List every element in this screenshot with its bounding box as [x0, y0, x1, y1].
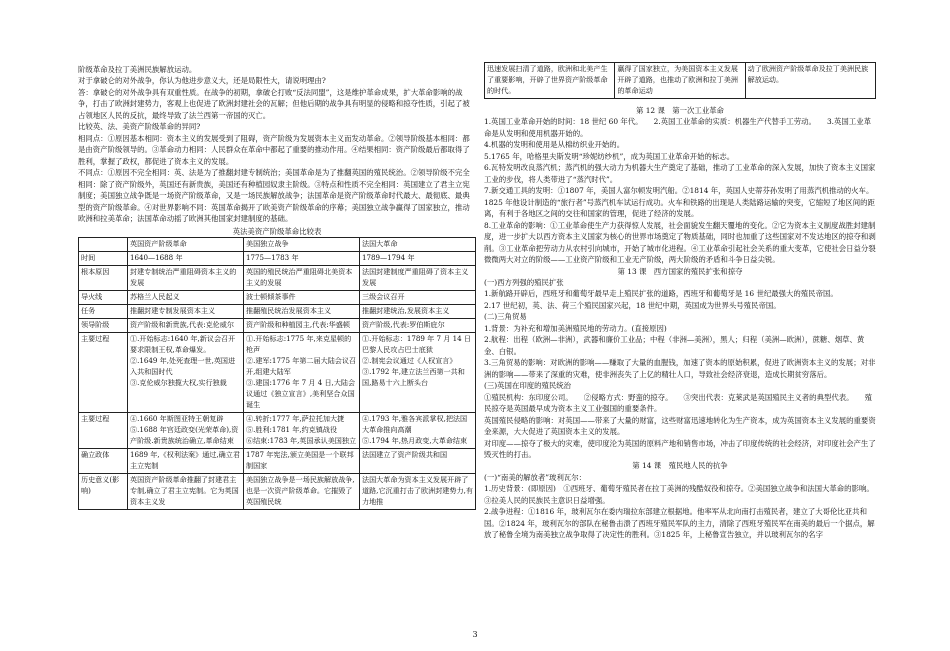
right-paragraph: 6.瓦特发明改良蒸汽机；蒸汽机的强大动力为机器大生产奠定了基础，推动了工业革命的深入发展，加快了资本主义国家工业的步伐，将人类带进了“蒸汽时代”。	[484, 163, 876, 184]
table-cell: 迅速发展扫清了道路，欧洲和北美产生了重要影响，开辟了世界资产阶级革命的时代。	[485, 63, 615, 99]
row-label-cell: 主要过程	[79, 412, 128, 448]
table-cell: 波士顿倾茶事件	[244, 290, 360, 304]
table-cell: 资产阶级和新贵族,代表:克伦威尔	[128, 318, 244, 332]
table-header-row	[79, 238, 476, 252]
table-row	[79, 290, 476, 304]
right-paragraph: 1.英国工业革命开始的时间：18 世纪 60 年代。 2.英国工业革命的实质：机器生产代替手工劳动。 3.英国工业革命是从发明和使用机器开始的。	[484, 117, 871, 138]
table-header-cell	[79, 238, 128, 252]
right-paragraph: 英国殖民侵略的影响：对英国——带来了大量的财富，这些财富迅速地转化为生产资本，成为英国资本主义发展的重要资金来源，大大促进了英国资本主义的发展。	[484, 415, 876, 437]
table-row	[79, 448, 476, 473]
right-paragraph: 2.17 世纪初，英、法、荷三个殖民国家兴起，18 世纪中期，英国成为世界头号殖民帝国。	[484, 300, 781, 310]
table-cell: 推翻殖民统治发展资本主义	[244, 304, 360, 318]
row-label-cell: 主要过程	[79, 332, 128, 412]
table-row	[79, 332, 476, 412]
table-cell: 资产阶级和种植园主,代表:华盛顿	[244, 318, 360, 332]
right-paragraph: 对印度——掠夺了极大的灾难，使印度沦为英国的原料产地和销售市场，冲击了印度传统的社会经济，对印度社会产生了毁灭性的打击。	[484, 438, 876, 460]
right-paragraph: 3.三角贸易的影响：对欧洲的影响——赚取了大量的血腥钱，加速了资本的原始积累，促进了欧洲资本主义的发展；对非洲的影响——带来了深重的灾难，使非洲丧失了上亿的精壮人口，导致社会经济衰退，造成长期贫穷落后。	[484, 358, 876, 379]
right-paragraph: (三)英国在印度的殖民统治	[484, 381, 572, 391]
table-cell: 推翻封建专制发展资本主义	[128, 304, 244, 318]
row-label-cell: 确立政体	[79, 448, 128, 473]
revolution-comparison-table	[78, 237, 476, 510]
right-paragraph: 1.新航路开辟后，西班牙和葡萄牙最早走上殖民扩张的道路，西班牙和葡萄牙是 16 世纪最强大的殖民帝国。	[484, 289, 838, 299]
comparison-table-title: 英法美资产阶级革命比较表	[232, 226, 322, 236]
table-row	[79, 473, 476, 509]
table-cell: 法国大革命为资本主义发展开辟了道路,它沉重打击了欧洲封建势力,有力地推	[360, 473, 476, 509]
right-paragraph: 2.战争进程：①1816 年，玻利瓦尔在委内瑞拉东部建立根据地。他率军从北向南打击殖民者，建立了大哥伦比亚共和国。②1824 年，玻利瓦尔的部队在秘鲁击溃了西班牙殖民军队的主力，清除了西班牙殖民军在南美的最后一个据点，解放了秘鲁全境为南美独立战争取得了决定性的胜利。③1825 年，上秘鲁宣告独立，并以玻利瓦尔的名字	[484, 507, 875, 540]
table-cell: ①.开始标志:1775 年,来克星顿的枪声 ②.建军:1775 年第二届大陆会议召开,组建大陆军 ③.建国:1776 年 7 月 4 日,大陆会议通过《独立宣言》,美利坚合众国诞生	[244, 332, 360, 412]
table-header-cell: 法国大革命	[360, 238, 476, 252]
right-paragraph: ①殖民机构：东印度公司。 ②侵略方式：野蛮的掠夺。 ③突出代表：克莱武是英国殖民主义者的典型代表。 殖民掠夺是英国最早成为资本主义工业强国的重要条件。	[484, 392, 872, 414]
row-label-cell: 时间	[79, 252, 128, 266]
right-paragraph: (一)“南美的解放者”玻利瓦尔：	[484, 472, 587, 482]
page-number: 3	[472, 630, 478, 639]
lesson-heading: 第 13 课 西方国家的殖民扩张和掠夺	[617, 266, 743, 276]
table-cell: 苏格兰人民起义	[128, 290, 244, 304]
row-label-cell: 任务	[79, 304, 128, 318]
right-paragraph: (一)西方列强的殖民扩张	[484, 277, 564, 287]
left-paragraph: 相同点：①原因基本相同：资本主义的发展受到了阻碍，资产阶级为发展资本主义而发动革命。②领导阶级基本相同：都是由资产阶级领导的。③革命动力相同：人民群众在革命中都起了重要的推动作用。④结果相同：资产阶级最后都取得了胜利，掌握了政权，都促进了资本主义的发展。	[78, 133, 470, 166]
right-paragraph: (二)三角贸易	[484, 312, 527, 322]
table-cell: ①.开始标志：1789 年 7 月 14 日巴黎人民攻占巴士底狱 ②.制宪会议通过《人权宣言》 ③.1792 年,建立法兰西第一共和国,路易十六上断头台	[360, 332, 476, 412]
row-label-cell: 导火线	[79, 290, 128, 304]
table-cell: ①.开始标志:1640 年,新议会召开要求限制王权,革命爆发。 ②.1649 年,处死查理一世,英国进入共和国时代 ③.克伦威尔独揽大权,实行独裁	[128, 332, 244, 412]
table-row	[79, 252, 476, 266]
table-cell: 法国建立了资产阶级共和国	[360, 448, 476, 473]
right-paragraph: 5.1765 年，哈格里夫斯发明“珍妮纺纱机”，成为英国工业革命开始的标志。	[484, 151, 735, 161]
left-paragraph: 对于拿破仑的对外战争，你认为他进步意义大，还是局限性大，请说明理由?	[78, 76, 326, 86]
table-cell: 英国资产阶级革命推翻了封建君主专制,确立了君主立宪制。它为英国资本主义发	[128, 473, 244, 509]
row-label-cell: 历史意义(影响)	[79, 473, 128, 509]
table-cell: 赢得了国家独立，为美国资本主义发展开辟了道路，也推动了欧洲和拉丁美洲的革命运动	[615, 63, 745, 99]
table-row	[79, 266, 476, 291]
table-cell: ④.转折:1777 年,萨拉托加大捷 ⑤.胜利:1781 年,约克镇战役 ⑥结束:1783 年,英国承认美国独立	[244, 412, 360, 448]
left-paragraph: 阶级革命及拉丁美洲民族解放运动。	[78, 65, 197, 74]
left-paragraph: 答：拿破仑的对外战争具有双重性质。在战争的初期，拿破仑打败“反法同盟”，这是维护革命成果，扩大革命影响的战争，打击了欧洲封建势力，客观上也促进了欧洲封建社会的瓦解；但他后期的战争具有明显的侵略和掠夺性质，引起了被占领地区人民的反抗，最终导致了法兰西第一帝国的灭亡。	[78, 87, 470, 120]
table-header-cell: 美国独立战争	[244, 238, 360, 252]
table-cell: 1789—1794 年	[360, 252, 476, 266]
table-cell: 资产阶级,代表:罗伯斯庇尔	[360, 318, 476, 332]
table-cell: 封建专制统治严重阻碍资本主义的发展	[128, 266, 244, 291]
table-cell: 法国封建制度严重阻碍了资本主义发展	[360, 266, 476, 291]
continued-table	[484, 62, 876, 99]
table-cell: 英国的殖民统治严重阻碍北美资本主义的发展	[244, 266, 360, 291]
lesson-heading: 第 14 课 殖民地人民的抗争	[632, 461, 728, 471]
table-header-cell: 英国资产阶级革命	[128, 238, 244, 252]
table-row	[79, 318, 476, 332]
lesson-heading: 第 12 课 第一次工业革命	[635, 105, 724, 115]
row-label-cell: 根本原因	[79, 266, 128, 291]
table-cell: 1775—1783 年	[244, 252, 360, 266]
table-cell: ④.1660 年斯图亚特王朝复辟 ⑤.1688 年宫廷政变(光荣革命),资产阶级.新贵族统治确立,革命结束	[128, 412, 244, 448]
right-paragraph: 1.背景：为补充和增加美洲殖民地的劳动力。(直接原因)	[484, 323, 667, 333]
right-paragraph: 1.历史背景：(即原因) ①西班牙、葡萄牙殖民者在拉丁美洲的残酷奴役和掠夺。②美国独立战争和法国大革命的影响。③拉美人民的民族民主意识日益增强。	[484, 484, 874, 505]
table-row	[485, 63, 876, 99]
table-cell: 美国独立战争是一场民族解放战争,也是一次资产阶级革命。它摧毁了英国殖民统	[244, 473, 360, 509]
table-cell: 三级会议召开	[360, 290, 476, 304]
right-paragraph: 8.工业革命的影响：①工业革命使生产力获得惊人发展，社会面貌发生翻天覆地的变化。②它为资本主义制度战胜封建制度，进一步扩大以西方资本主义国家为核心的世界市场奠定了物质基础，同时也加重了这些国家对不发达地区的掠夺和剥削。③工业革命把劳动力从农村引向城市，开始了城市化进程。④工业革命引起社会关系的重大变革，它使社会日益分裂微微两大对立的阶级——工业资产阶级和工业无产阶级，两大阶级的矛盾和斗争日益尖锐。	[484, 220, 876, 265]
row-label-cell: 领导阶级	[79, 318, 128, 332]
table-cell: ④.1793 年,雅各宾派掌权,把法国大革命推向高潮 ⑤.1794 年,热月政变,大革命结束	[360, 412, 476, 448]
table-cell: 1640—1688 年	[128, 252, 244, 266]
right-paragraph: 4.机器的发明和使用是从棉纺织业开始的。	[484, 140, 625, 150]
right-paragraph: 7.新交通工具的发明：①1807 年，美国人富尔顿发明汽船。②1814 年，英国人史蒂芬孙发明了用蒸汽机推动的火车。1825 年他设计制造的“旅行者”号蒸汽机车试运行成功。火车和铁路的出现是人类陆路运输的突变，它缩短了地区间的距离，有利于各地区之间的交往和国家的管理，促进了经济的发展。	[484, 186, 875, 219]
left-paragraph: 不同点：①原因不完全相同：英、法是为了推翻封建专制统治；美国革命是为了推翻英国的殖民统治。②领导阶级不完全相同：除了资产阶级外，英国还有新贵族，美国还有种植园奴隶主阶级。③特点和性质不完全相同：英国建立了君主立宪制度；美国独立战争既是一场资产阶级革命，又是一场民族解放战争；法国革命是资产阶级革命时代最大、最彻底、最典型的资产阶级革命。④对世界影响不同：英国革命揭开了欧美资产阶级革命的序幕；美国独立战争赢得了国家独立，推动欧洲和拉美革命；法国革命动摇了欧洲其他国家封建制度的基础。	[78, 168, 470, 224]
left-column	[78, 64, 476, 510]
table-row	[79, 412, 476, 448]
table-cell: 1787 年宪法,颁立美国是一个联邦制国家	[244, 448, 360, 473]
table-cell: 推翻封建统治,发展资本主义	[360, 304, 476, 318]
right-column	[484, 62, 876, 541]
left-paragraph: 比较英、法、美资产阶级革命的异同?	[78, 122, 201, 132]
table-cell: 1689 年,《权利法案》通过,确立君主立宪制	[128, 448, 244, 473]
table-row	[79, 304, 476, 318]
table-cell: 动了欧洲资产阶级革命及拉丁美洲民族解放运动。	[745, 63, 875, 99]
right-paragraph: 2.航程：出程（欧洲—非洲），武器和廉价工业品；中程（非洲—美洲），黑人；归程（美洲—欧洲），蔗糖、烟草、黄金、白银。	[484, 335, 865, 356]
